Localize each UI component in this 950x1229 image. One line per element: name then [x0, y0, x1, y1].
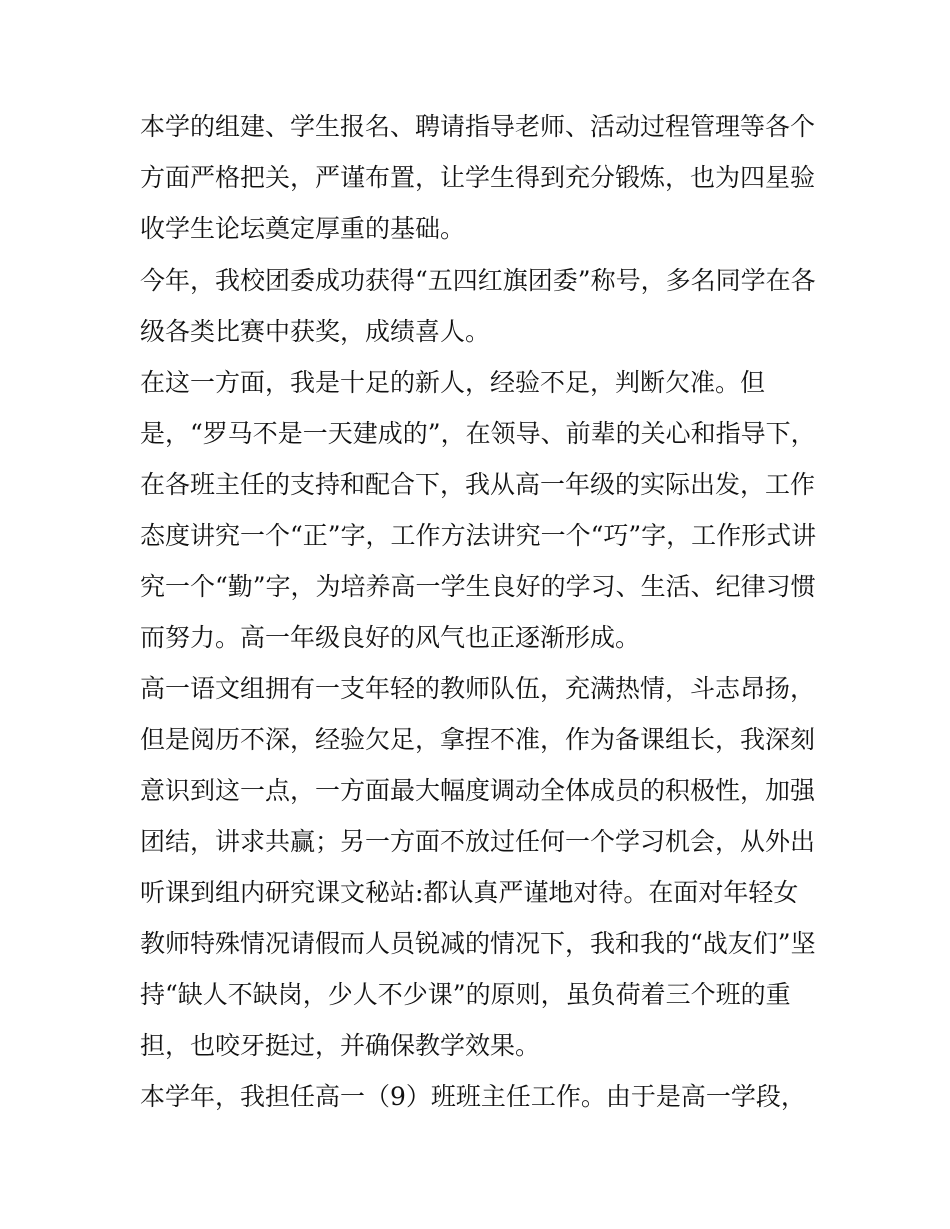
text-line: 而努力。高一年级良好的风气也正逐渐形成。 [140, 623, 641, 652]
text-line: 教师特殊情况请假而人员锐减的情况下，我和我的“战友们”坚 [140, 929, 816, 958]
text-line: 本学年，我担任高一（9）班班主任工作。由于是高一学段， [140, 1082, 806, 1111]
text-line: 究一个“勤”字，为培养高一学生良好的学习、生活、纪律习惯 [140, 572, 816, 601]
text-line: 担，也咬牙挺过，并确保教学效果。 [140, 1031, 541, 1060]
text-line: 高一语文组拥有一支年轻的教师队伍，充满热情，斗志昂扬， [140, 674, 816, 703]
text-line: 是，“罗马不是一天建成的”，在领导、前辈的关心和指导下， [140, 419, 816, 448]
text-line: 本学的组建、学生报名、聘请指导老师、活动过程管理等各个 [140, 112, 816, 141]
text-line: 意识到这一点，一方面最大幅度调动全体成员的积极性，加强 [140, 776, 816, 805]
text-line: 听课到组内研究课文秘站:都认真严谨地对待。在面对年轻女 [140, 878, 799, 907]
text-line: 级各类比赛中获奖，成绩喜人。 [140, 317, 491, 346]
text-line: 在这一方面，我是十足的新人，经验不足，判断欠准。但 [140, 368, 766, 397]
text-line: 态度讲究一个“正”字，工作方法讲究一个“巧”字，工作形式讲 [140, 521, 817, 550]
text-line: 今年，我校团委成功获得“五四红旗团委”称号，多名同学在各 [140, 266, 816, 295]
text-line: 收学生论坛奠定厚重的基础。 [140, 214, 466, 243]
text-line: 方面严格把关，严谨布置，让学生得到充分锻炼，也为四星验 [140, 163, 816, 192]
text-line: 持“缺人不缺岗，少人不少课”的原则，虽负荷着三个班的重 [140, 980, 791, 1009]
text-line: 在各班主任的支持和配合下，我从高一年级的实际出发，工作 [140, 470, 816, 499]
text-line: 但是阅历不深，经验欠足，拿捏不准，作为备课组长，我深刻 [140, 725, 816, 754]
text-line: 团结，讲求共赢；另一方面不放过任何一个学习机会，从外出 [140, 827, 816, 856]
